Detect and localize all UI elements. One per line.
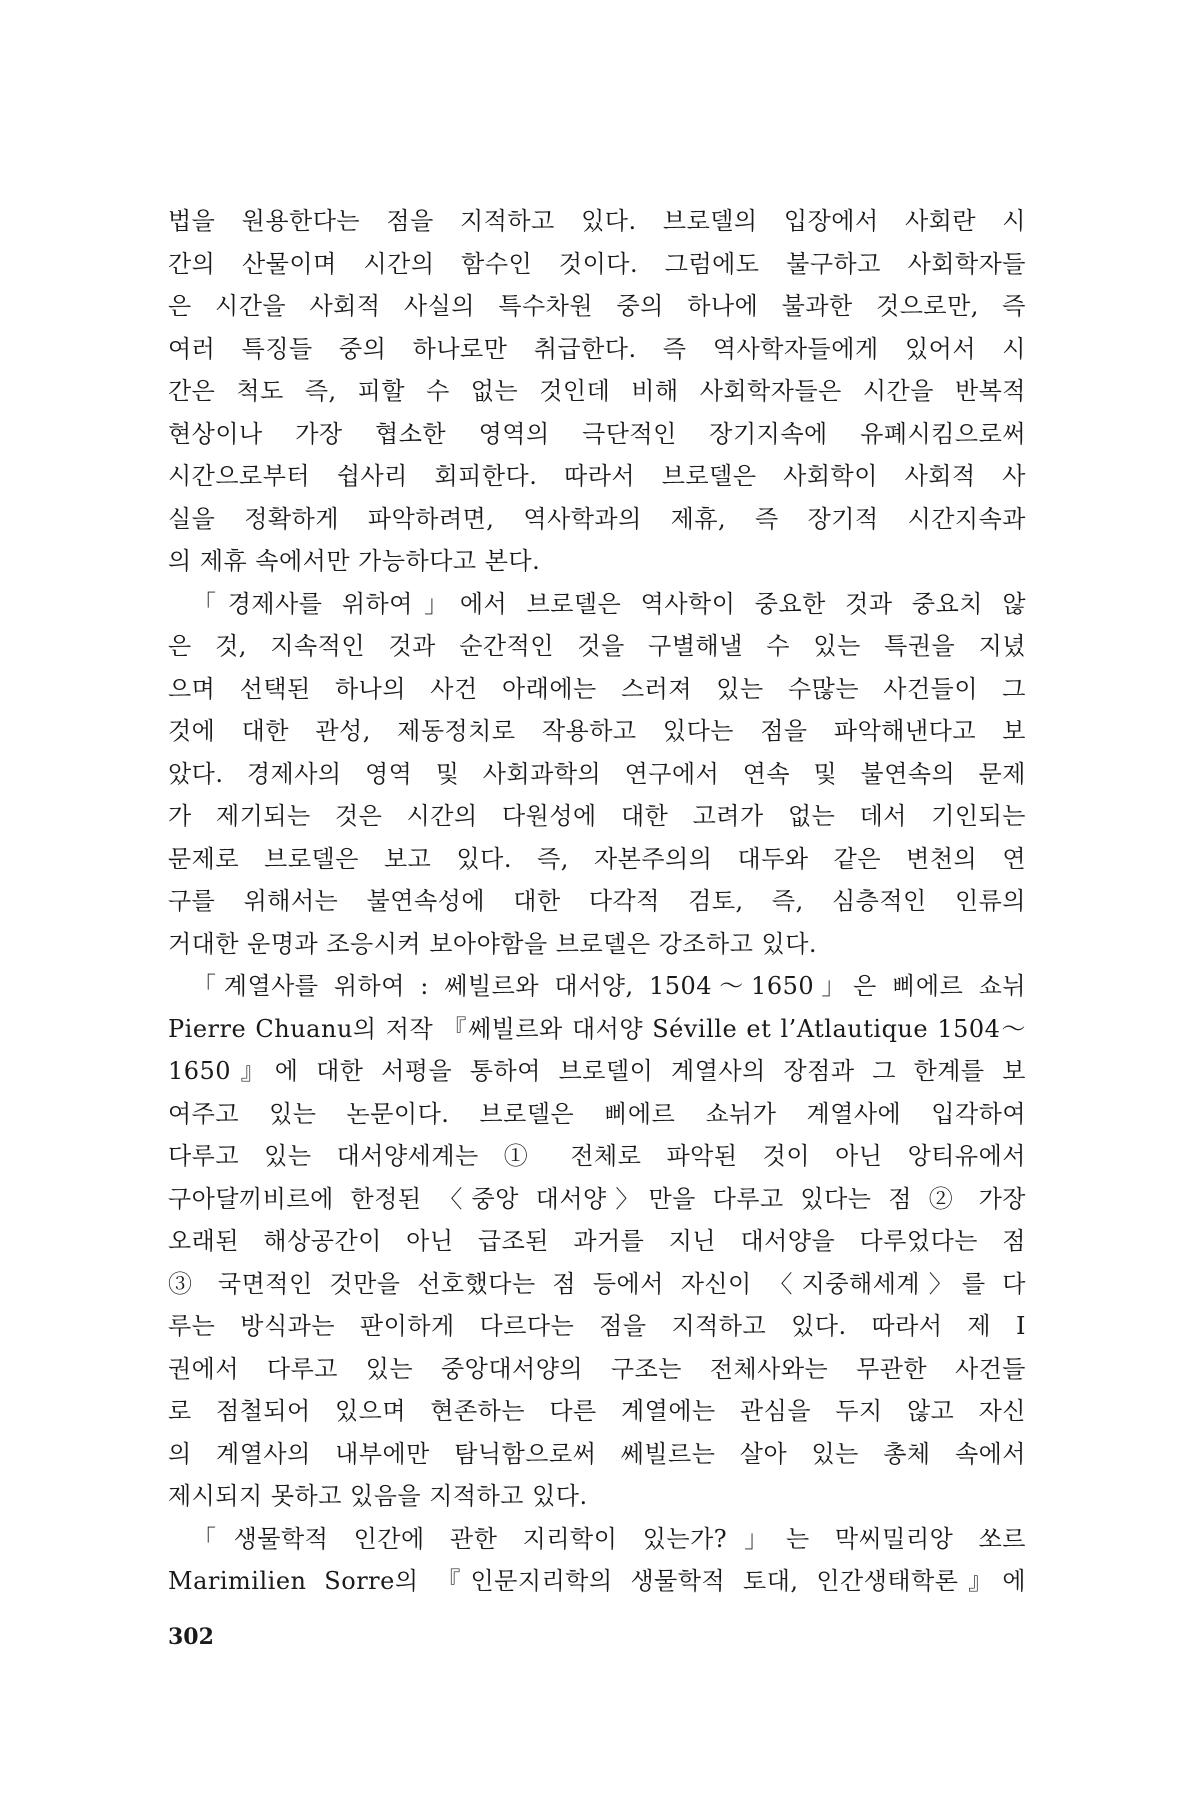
text-line: 간의 산물이며 시간의 함수인 것이다. 그럼에도 불구하고 사회학자들 bbox=[168, 249, 1026, 278]
text-line: 가 제기되는 것은 시간의 다원성에 대한 고려가 없는 데서 기인되는 bbox=[168, 802, 1026, 830]
text-line: 「생물학적 인간에 관한 지리학이 있는가?」는 막씨밀리앙 쏘르 bbox=[192, 1524, 1026, 1553]
text-line: 루는 방식과는 판이하게 다르다는 점을 지적하고 있다. 따라서 제 I bbox=[168, 1312, 1026, 1340]
text-line: 것에 대한 관성, 제동정치로 작용하고 있다는 점을 파악해낸다고 보 bbox=[168, 717, 1026, 745]
text-line: 거대한 운명과 조응시켜 보아야함을 브로델은 강조하고 있다. bbox=[168, 929, 818, 958]
text-line: 제시되지 못하고 있음을 지적하고 있다. bbox=[168, 1482, 588, 1510]
text-line: 은 시간을 사회적 사실의 특수차원 중의 하나에 불과한 것으로만, 즉 bbox=[168, 292, 1026, 320]
text-line: 현상이나 가장 협소한 영역의 극단적인 장기지속에 유폐시킴으로써 bbox=[168, 419, 1026, 448]
text-line: 의 제휴 속에서만 가능하다고 본다. bbox=[168, 547, 541, 575]
text-line: 1650』에 대한 서평을 통하여 브로델이 계열사의 장점과 그 한계를 보 bbox=[168, 1057, 1026, 1085]
text-line: 「계열사를 위하여 : 쎄빌르와 대서양, 1504～1650」은 삐에르 쇼뉘 bbox=[192, 972, 1026, 1000]
text-line: 시간으로부터 쉽사리 회피한다. 따라서 브로델은 사회학이 사회적 사 bbox=[168, 462, 1026, 490]
text-line: 「경제사를 위하여」에서 브로델은 역사학이 중요한 것과 중요치 않 bbox=[192, 589, 1026, 618]
text-line: 여주고 있는 논문이다. 브로델은 삐에르 쇼뉘가 계열사에 입각하여 bbox=[168, 1099, 1026, 1128]
text-line: 은 것, 지속적인 것과 순간적인 것을 구별해낼 수 있는 특권을 지녔 bbox=[168, 632, 1026, 660]
text-line: 로 점철되어 있으며 현존하는 다른 계열에는 관심을 두지 않고 자신 bbox=[168, 1397, 1026, 1425]
text-line: 권에서 다루고 있는 중앙대서양의 구조는 전체사와는 무관한 사건들 bbox=[168, 1354, 1026, 1383]
text-line: 실을 정확하게 파악하려면, 역사학과의 제휴, 즉 장기적 시간지속과 bbox=[168, 504, 1026, 533]
text-line: 았다. 경제사의 영역 및 사회과학의 연구에서 연속 및 불연속의 문제 bbox=[168, 759, 1026, 788]
text-line: 여러 특징들 중의 하나로만 취급한다. 즉 역사학자들에게 있어서 시 bbox=[168, 334, 1026, 363]
text-line: 다루고 있는 대서양세계는 ① 전체로 파악된 것이 아닌 앙티유에서 bbox=[168, 1142, 1026, 1170]
text-line: 문제로 브로델은 보고 있다. 즉, 자본주의의 대두와 같은 변천의 연 bbox=[168, 844, 1026, 873]
text-line: ③ 국면적인 것만을 선호했다는 점 등에서 자신이 〈지중해세계〉를 다 bbox=[168, 1269, 1026, 1298]
text-line: 간은 척도 즉, 피할 수 없는 것인데 비해 사회학자들은 시간을 반복적 bbox=[168, 377, 1026, 405]
text-line: 으며 선택된 하나의 사건 아래에는 스러져 있는 수많는 사건들이 그 bbox=[168, 674, 1026, 703]
page-number: 302 bbox=[168, 1624, 214, 1650]
text-line: 법을 원용한다는 점을 지적하고 있다. 브로델의 입장에서 사회란 시 bbox=[168, 207, 1026, 235]
text-line: 의 계열사의 내부에만 탐닉함으로써 쎄빌르는 살아 있는 총체 속에서 bbox=[168, 1439, 1026, 1468]
text-line: Pierre Chuanu의 저작 『쎄빌르와 대서양 Séville et l’Atlautique 1504～ bbox=[168, 1014, 1026, 1043]
text-line: 구아달끼비르에 한정된 〈중앙 대서양〉만을 다루고 있다는 점 ② 가장 bbox=[168, 1184, 1026, 1213]
page-body bbox=[168, 200, 1026, 1600]
text-line: Marimilien Sorre의 『인문지리학의 생물학적 토대, 인간생태학론』에 bbox=[168, 1567, 1026, 1595]
text-line: 구를 위해서는 불연속성에 대한 다각적 검토, 즉, 심층적인 인류의 bbox=[168, 887, 1026, 915]
text-line: 오래된 해상공간이 아닌 급조된 과거를 지닌 대서양을 다루었다는 점 bbox=[168, 1227, 1026, 1255]
